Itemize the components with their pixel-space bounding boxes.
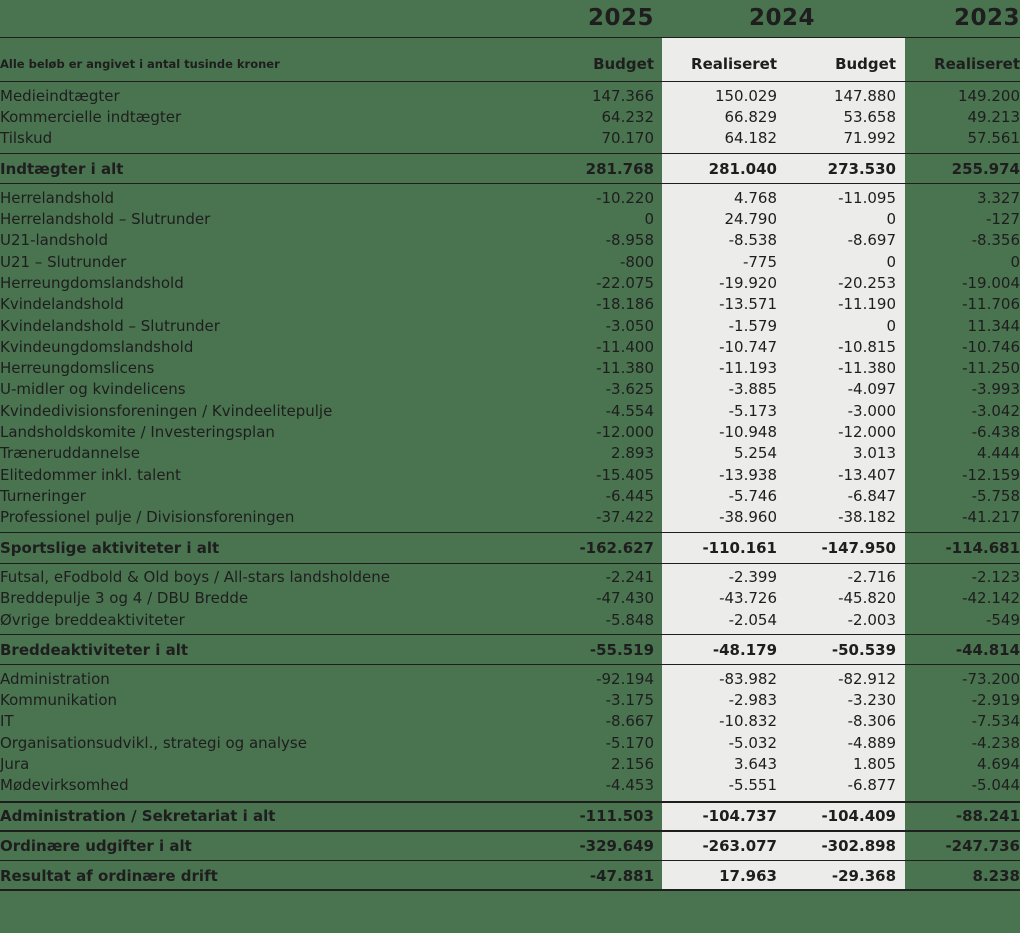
table-row	[0, 486, 1020, 507]
row-label: Tilskud	[0, 129, 53, 147]
cell-value: -7.534	[971, 712, 1020, 730]
table-row	[0, 188, 1020, 209]
table-row	[0, 316, 1020, 337]
cell-value: -3.050	[605, 317, 654, 335]
table-row	[0, 230, 1020, 251]
cell-value: -3.230	[847, 691, 896, 709]
cell-value: -8.958	[605, 231, 654, 249]
cell-value: 17.963	[719, 867, 777, 885]
cell-value: -13.571	[719, 295, 777, 313]
cell-value: -162.627	[579, 539, 654, 557]
divider	[0, 664, 1020, 665]
cell-value: 4.768	[734, 189, 777, 207]
cell-value: -3.000	[847, 402, 896, 420]
divider	[0, 634, 1020, 635]
divider	[0, 81, 1020, 82]
cell-value: -2.003	[847, 611, 896, 629]
row-label: Kvindeungdomslandshold	[0, 338, 194, 356]
cell-value: 147.366	[591, 87, 654, 105]
table-row	[0, 443, 1020, 464]
cell-value: -11.380	[838, 359, 896, 377]
cell-value: 49.213	[967, 108, 1020, 126]
table-row	[0, 588, 1020, 609]
cell-value: -5.032	[728, 734, 777, 752]
cell-value: -329.649	[579, 837, 654, 855]
cell-value: -12.000	[596, 423, 654, 441]
cell-value: -800	[619, 253, 654, 271]
column-header-row	[0, 55, 1020, 79]
row-label: Turneringer	[0, 487, 86, 505]
year-2024: 2024	[748, 5, 815, 31]
cell-value: -5.170	[605, 734, 654, 752]
cell-value: -2.983	[728, 691, 777, 709]
cell-value: -3.885	[728, 380, 777, 398]
cell-value: 11.344	[967, 317, 1020, 335]
cell-value: -10.815	[838, 338, 896, 356]
cell-value: -55.519	[589, 641, 654, 659]
row-label: Administration	[0, 670, 110, 688]
total-row	[0, 802, 1020, 830]
cell-value: -775	[742, 253, 777, 271]
cell-value: -10.747	[719, 338, 777, 356]
row-label: Øvrige breddeaktiviteter	[0, 611, 185, 629]
cell-value: -37.422	[596, 508, 654, 526]
cell-value: 0	[644, 210, 654, 228]
cell-value: -8.667	[605, 712, 654, 730]
cell-value: -5.044	[971, 776, 1020, 794]
total-row	[0, 155, 1020, 183]
cell-value: -15.405	[596, 466, 654, 484]
row-label: Herreungdomslandshold	[0, 274, 184, 292]
cell-value: 53.658	[843, 108, 896, 126]
row-label: U21-landshold	[0, 231, 109, 249]
row-label: Futsal, eFodbold & Old boys / All-stars landsholdene	[0, 568, 390, 586]
row-label: Kvindedivisionsforeningen / Kvindeelitepulje	[0, 402, 333, 420]
table-row	[0, 273, 1020, 294]
cell-value: -47.881	[589, 867, 654, 885]
total-row	[0, 832, 1020, 860]
cell-value: -114.681	[945, 539, 1020, 557]
cell-value: 0	[1010, 253, 1020, 271]
cell-value: -11.095	[838, 189, 896, 207]
cell-value: -2.919	[971, 691, 1020, 709]
cell-value: -127	[985, 210, 1020, 228]
cell-value: -6.445	[605, 487, 654, 505]
row-label: Organisationsudvikl., strategi og analyse	[0, 734, 307, 752]
cell-value: -13.938	[719, 466, 777, 484]
cell-value: -4.238	[971, 734, 1020, 752]
cell-value: 2.893	[611, 444, 654, 462]
cell-value: 5.254	[734, 444, 777, 462]
table-row	[0, 610, 1020, 631]
cell-value: 147.880	[833, 87, 896, 105]
cell-value: -549	[985, 611, 1020, 629]
cell-value: -5.173	[728, 402, 777, 420]
cell-value: -5.551	[728, 776, 777, 794]
cell-value: 66.829	[724, 108, 777, 126]
cell-value: -2.054	[728, 611, 777, 629]
cell-value: -73.200	[962, 670, 1020, 688]
table-row	[0, 775, 1020, 796]
table-row	[0, 358, 1020, 379]
cell-value: -5.848	[605, 611, 654, 629]
cell-value: -47.430	[596, 589, 654, 607]
cell-value: 3.643	[734, 755, 777, 773]
col-header-2024-budget: Budget	[835, 55, 896, 73]
divider	[0, 153, 1020, 154]
divider	[0, 563, 1020, 564]
row-label: Mødevirksomhed	[0, 776, 129, 794]
cell-value: -8.356	[971, 231, 1020, 249]
total-row	[0, 636, 1020, 664]
row-label: Herreungdomslicens	[0, 359, 155, 377]
cell-value: -18.186	[596, 295, 654, 313]
row-label: Breddepulje 3 og 4 / DBU Bredde	[0, 589, 249, 607]
cell-value: -8.697	[847, 231, 896, 249]
cell-value: 64.182	[724, 129, 777, 147]
cell-value: 70.170	[601, 129, 654, 147]
table-row	[0, 507, 1020, 528]
cell-value: 1.805	[853, 755, 896, 773]
cell-value: -44.814	[955, 641, 1020, 659]
row-label: Indtægter i alt	[0, 160, 124, 178]
row-label: Kvindelandshold – Slutrunder	[0, 317, 220, 335]
cell-value: -29.368	[831, 867, 896, 885]
col-header-2025-budget: Budget	[593, 55, 654, 73]
cell-value: -247.736	[945, 837, 1020, 855]
cell-value: 3.327	[977, 189, 1020, 207]
cell-value: -4.097	[847, 380, 896, 398]
cell-value: -48.179	[712, 641, 777, 659]
cell-value: -8.538	[728, 231, 777, 249]
table-row	[0, 209, 1020, 230]
cell-value: -41.217	[962, 508, 1020, 526]
row-label: Herrelandshold – Slutrunder	[0, 210, 211, 228]
cell-value: -5.758	[971, 487, 1020, 505]
cell-value: -6.847	[847, 487, 896, 505]
year-2023: 2023	[953, 5, 1020, 31]
cell-value: -45.820	[838, 589, 896, 607]
cell-value: -20.253	[838, 274, 896, 292]
cell-value: -22.075	[596, 274, 654, 292]
table-row	[0, 422, 1020, 443]
divider	[0, 532, 1020, 533]
row-label: Elitedommer inkl. talent	[0, 466, 181, 484]
cell-value: -11.380	[596, 359, 654, 377]
table-row	[0, 669, 1020, 690]
col-header-2024-realiseret: Realiseret	[691, 55, 777, 73]
table-row	[0, 86, 1020, 107]
cell-value: 24.790	[724, 210, 777, 228]
row-label: Breddeaktiviteter i alt	[0, 641, 189, 659]
cell-value: -263.077	[702, 837, 777, 855]
amount-note: Alle beløb er angivet i antal tusinde kroner	[0, 57, 280, 71]
cell-value: -88.241	[955, 807, 1020, 825]
table-row	[0, 690, 1020, 711]
cell-value: -4.453	[605, 776, 654, 794]
cell-value: -11.193	[719, 359, 777, 377]
cell-value: -10.832	[719, 712, 777, 730]
row-label: U21 – Slutrunder	[0, 253, 127, 271]
cell-value: -104.737	[702, 807, 777, 825]
cell-value: -3.175	[605, 691, 654, 709]
cell-value: -111.503	[579, 807, 654, 825]
cell-value: -4.554	[605, 402, 654, 420]
cell-value: -50.539	[831, 641, 896, 659]
divider	[0, 183, 1020, 184]
cell-value: -43.726	[719, 589, 777, 607]
row-label: Landsholdskomite / Investeringsplan	[0, 423, 275, 441]
table-row	[0, 294, 1020, 315]
cell-value: -5.746	[728, 487, 777, 505]
cell-value: -104.409	[821, 807, 896, 825]
cell-value: -10.948	[719, 423, 777, 441]
cell-value: -11.400	[596, 338, 654, 356]
cell-value: -10.746	[962, 338, 1020, 356]
table-row	[0, 711, 1020, 732]
table-row	[0, 754, 1020, 775]
cell-value: 3.013	[853, 444, 896, 462]
cell-value: -12.159	[962, 466, 1020, 484]
cell-value: -4.889	[847, 734, 896, 752]
cell-value: -10.220	[596, 189, 654, 207]
cell-value: 0	[886, 253, 896, 271]
table-row	[0, 252, 1020, 273]
cell-value: -92.194	[596, 670, 654, 688]
table-row	[0, 107, 1020, 128]
cell-value: 255.974	[951, 160, 1020, 178]
cell-value: -38.182	[838, 508, 896, 526]
row-label: Resultat af ordinære drift	[0, 867, 218, 885]
cell-value: 8.238	[972, 867, 1020, 885]
year-2025: 2025	[587, 5, 654, 31]
cell-value: 2.156	[611, 755, 654, 773]
table-row	[0, 733, 1020, 754]
cell-value: -147.950	[821, 539, 896, 557]
row-label: Kommercielle indtægter	[0, 108, 182, 126]
cell-value: -8.306	[847, 712, 896, 730]
table-row	[0, 128, 1020, 149]
total-row	[0, 534, 1020, 562]
total-row	[0, 862, 1020, 890]
row-label: Herrelandshold	[0, 189, 115, 207]
cell-value: 149.200	[957, 87, 1020, 105]
col-header-2023-realiseret: Realiseret	[934, 55, 1020, 73]
row-label: Kvindelandshold	[0, 295, 124, 313]
row-label: Kommunikation	[0, 691, 118, 709]
cell-value: -2.716	[847, 568, 896, 586]
cell-value: -13.407	[838, 466, 896, 484]
cell-value: -2.399	[728, 568, 777, 586]
cell-value: -42.142	[962, 589, 1020, 607]
cell-value: 281.040	[708, 160, 777, 178]
cell-value: 273.530	[827, 160, 896, 178]
cell-value: -11.250	[962, 359, 1020, 377]
divider	[0, 860, 1020, 861]
cell-value: 150.029	[714, 87, 777, 105]
cell-value: -12.000	[838, 423, 896, 441]
cell-value: -19.920	[719, 274, 777, 292]
cell-value: -3.625	[605, 380, 654, 398]
row-label: Sportslige aktiviteter i alt	[0, 539, 220, 557]
cell-value: -6.877	[847, 776, 896, 794]
table-row	[0, 337, 1020, 358]
cell-value: -19.004	[962, 274, 1020, 292]
cell-value: 57.561	[967, 129, 1020, 147]
row-label: Ordinære udgifter i alt	[0, 837, 192, 855]
cell-value: -83.982	[719, 670, 777, 688]
cell-value: -11.706	[962, 295, 1020, 313]
cell-value: -3.042	[971, 402, 1020, 420]
cell-value: -110.161	[702, 539, 777, 557]
table-row	[0, 401, 1020, 422]
row-label: U-midler og kvindelicens	[0, 380, 186, 398]
cell-value: -6.438	[971, 423, 1020, 441]
cell-value: 64.232	[601, 108, 654, 126]
cell-value: -2.123	[971, 568, 1020, 586]
table-row	[0, 567, 1020, 588]
row-label: Jura	[0, 755, 30, 773]
row-label: Professionel pulje / Divisionsforeningen	[0, 508, 295, 526]
cell-value: -3.993	[971, 380, 1020, 398]
cell-value: 0	[886, 317, 896, 335]
cell-value: 4.444	[977, 444, 1020, 462]
cell-value: -38.960	[719, 508, 777, 526]
divider	[0, 37, 1020, 38]
cell-value: 71.992	[843, 129, 896, 147]
cell-value: 4.694	[977, 755, 1020, 773]
cell-value: -2.241	[605, 568, 654, 586]
cell-value: -302.898	[821, 837, 896, 855]
cell-value: -82.912	[838, 670, 896, 688]
cell-value: 281.768	[585, 160, 654, 178]
cell-value: 0	[886, 210, 896, 228]
row-label: Administration / Sekretariat i alt	[0, 807, 276, 825]
row-label: IT	[0, 712, 14, 730]
cell-value: -1.579	[728, 317, 777, 335]
table-row	[0, 465, 1020, 486]
table-row	[0, 379, 1020, 400]
row-label: Træneruddannelse	[0, 444, 140, 462]
row-label: Medieindtægter	[0, 87, 120, 105]
cell-value: -11.190	[838, 295, 896, 313]
